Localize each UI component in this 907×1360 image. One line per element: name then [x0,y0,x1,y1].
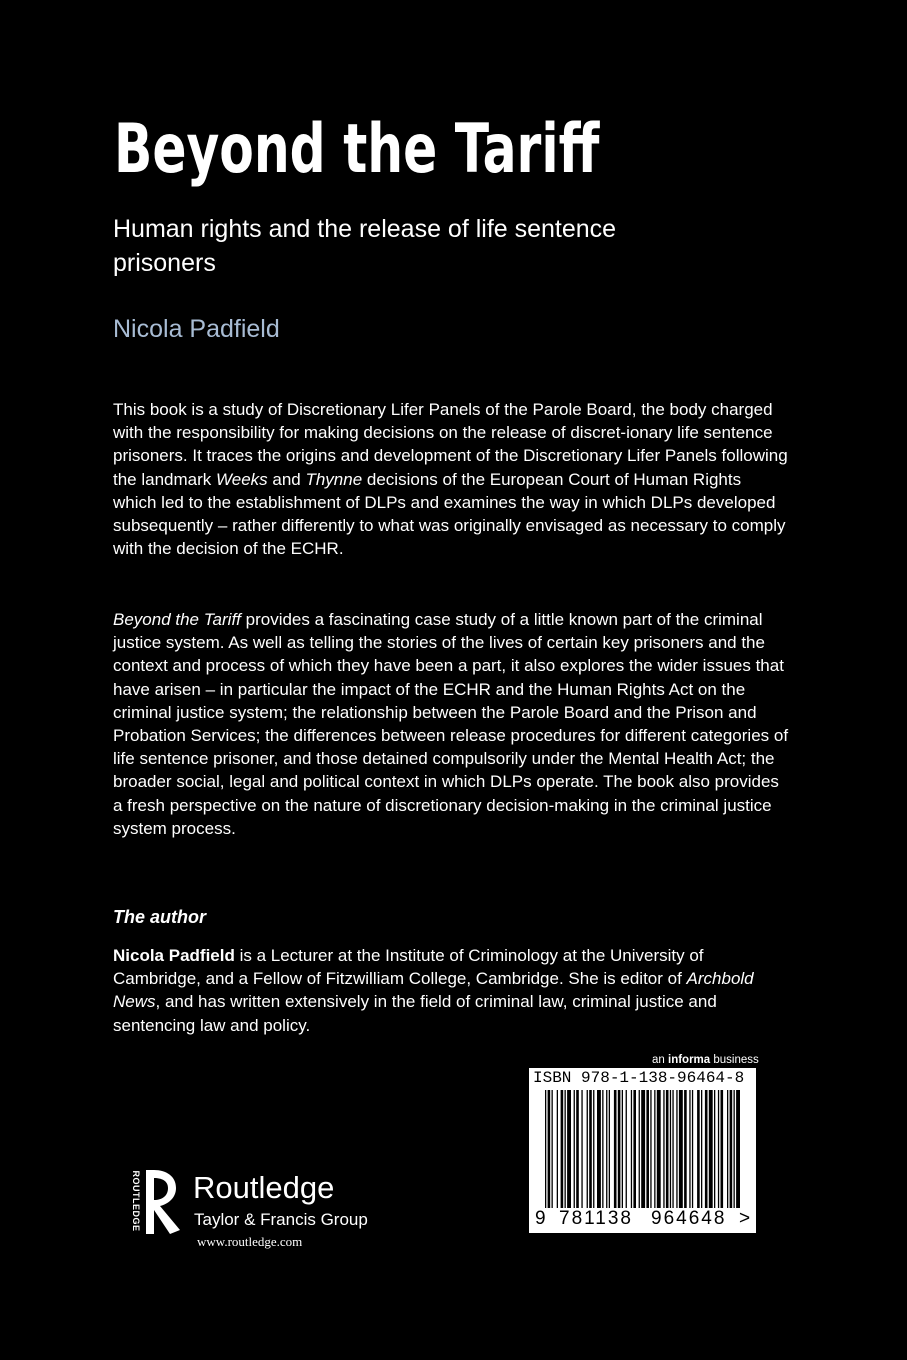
author-heading: The author [113,907,206,927]
description-text: This book is a study of Discretionary Lifer Panels of the Parole Board, the body charged with the responsibility for making decisions on the release of discret-ionary life sentence prisoners. It traces the origins and development of the Discretionary Lifer Panels following the landmark [113,400,788,489]
barcode-bar [672,1090,673,1208]
barcode-bar [663,1090,664,1208]
informa-brand: informa [668,1054,711,1066]
description-paragraph-2 [113,608,789,840]
barcode-bar [666,1090,669,1208]
description-paragraph-1 [113,398,789,560]
barcode-digits [529,1208,756,1232]
barcode-bar [593,1090,594,1208]
book-title-italic: Beyond the Tariff [113,610,241,629]
barcode-bar [736,1090,740,1208]
description-text: provides a fascinating case study of a little known part of the criminal justice system. As well as telling the stories of the lives of certain key prisoners and the context and process of which they have been a part, it also explores the wider issues that have arisen – in particular the impact of the ECHR and the Human Rights Act on the criminal justice system; the relationship between the Parole Board and the Prison and Probation Services; the differences between release procedures for different categories of life sentence prisoner, and those detained compulsorily under the Mental Health Act; the broader social, legal and political context in which DLPs operate. The book also provides a fresh perspective on the nature of discretionary decision-making in the criminal justice system process. [113,610,789,838]
book-subtitle: Human rights and the release of life sentence prisoners [113,215,617,277]
barcode-bar [714,1090,715,1208]
barcode-digit-group-2: 964648 [651,1208,727,1229]
barcode-bar [557,1090,558,1208]
informa-prefix: an [652,1054,668,1066]
barcode-bar [626,1090,627,1208]
routledge-logo-icon [136,1168,184,1236]
barcode-bar [581,1090,582,1208]
informa-business-tag [652,1054,759,1066]
barcode-bar [561,1090,564,1208]
barcode-bar [657,1090,661,1208]
barcode-bar [597,1090,601,1208]
barcode-bar [718,1090,719,1208]
barcode-bar [641,1090,645,1208]
barcode-bar [574,1090,575,1208]
barcode-bar [567,1090,571,1208]
case-name-thynne: Thynne [305,469,363,489]
description-text: decisions of the European Court of Human Rights which led to the establishment of DLPs and examines the way in which DLPs developed subsequently – rather differently to what was originally envisaged as necessary to comply with the decision of the ECHR. [113,469,786,559]
publisher-name: Routledge [193,1170,335,1205]
barcode-bar [676,1090,677,1208]
barcode-bar [587,1090,588,1208]
barcode-bar [684,1090,687,1208]
barcode-bar [689,1090,690,1208]
barcode-bar [602,1090,603,1208]
barcode-bar [609,1090,610,1208]
author-bio-text: is a Lecturer at the Institute of Criminology at the University of Cambridge, and a Fellow of Fitzwilliam College, Cambridge. She is editor of [113,946,704,989]
barcode-bar [709,1090,713,1208]
barcode-bar [622,1090,623,1208]
author-bio-text: , and has written extensively in the field of criminal law, criminal justice and sentencing law and policy. [113,992,717,1035]
barcode-bar [670,1090,671,1208]
barcode-bar [589,1090,592,1208]
isbn-label: ISBN 978-1-138-96464-8 [533,1069,745,1087]
barcode-bar [692,1090,693,1208]
barcode-bar [705,1090,708,1208]
routledge-vertical-wordmark: ROUTLEDGE [131,1170,141,1232]
barcode-bar [730,1090,733,1208]
barcode-bar [734,1090,735,1208]
barcode-bar [576,1090,579,1208]
author-name: Nicola Padfield [113,315,280,343]
author-bio-name: Nicola Padfield [113,946,235,965]
barcode-arrow: > [739,1208,751,1229]
book-title: Beyond the Tariff [114,110,600,189]
barcode-digit-group-1: 781138 [559,1208,633,1229]
barcode-bar [650,1090,651,1208]
barcode-digit-first: 9 [535,1208,546,1229]
author-bio [113,944,789,1037]
isbn-barcode [529,1068,756,1233]
barcode-bar [631,1090,632,1208]
barcode-bar [618,1090,621,1208]
barcode-bar [701,1090,702,1208]
case-name-weeks: Weeks [216,469,268,489]
barcode-bar [697,1090,700,1208]
barcode-bar [552,1090,553,1208]
barcode-bar [565,1090,566,1208]
barcode-bar [545,1090,546,1208]
barcode-bar [614,1090,617,1208]
barcode-bar [727,1090,728,1208]
barcode-bar [646,1090,649,1208]
barcode-bar [548,1090,551,1208]
barcode-bar [639,1090,640,1208]
barcode-bar [606,1090,607,1208]
publisher-website: www.routledge.com [197,1234,303,1249]
publication-name: Archbold News [113,969,754,1012]
informa-suffix: business [710,1054,759,1066]
barcode-bar [654,1090,655,1208]
publisher-group: Taylor & Francis Group [194,1210,368,1229]
barcode-bar [721,1090,724,1208]
barcode-bar [679,1090,683,1208]
barcode-bar [633,1090,636,1208]
description-text: and [267,469,306,489]
